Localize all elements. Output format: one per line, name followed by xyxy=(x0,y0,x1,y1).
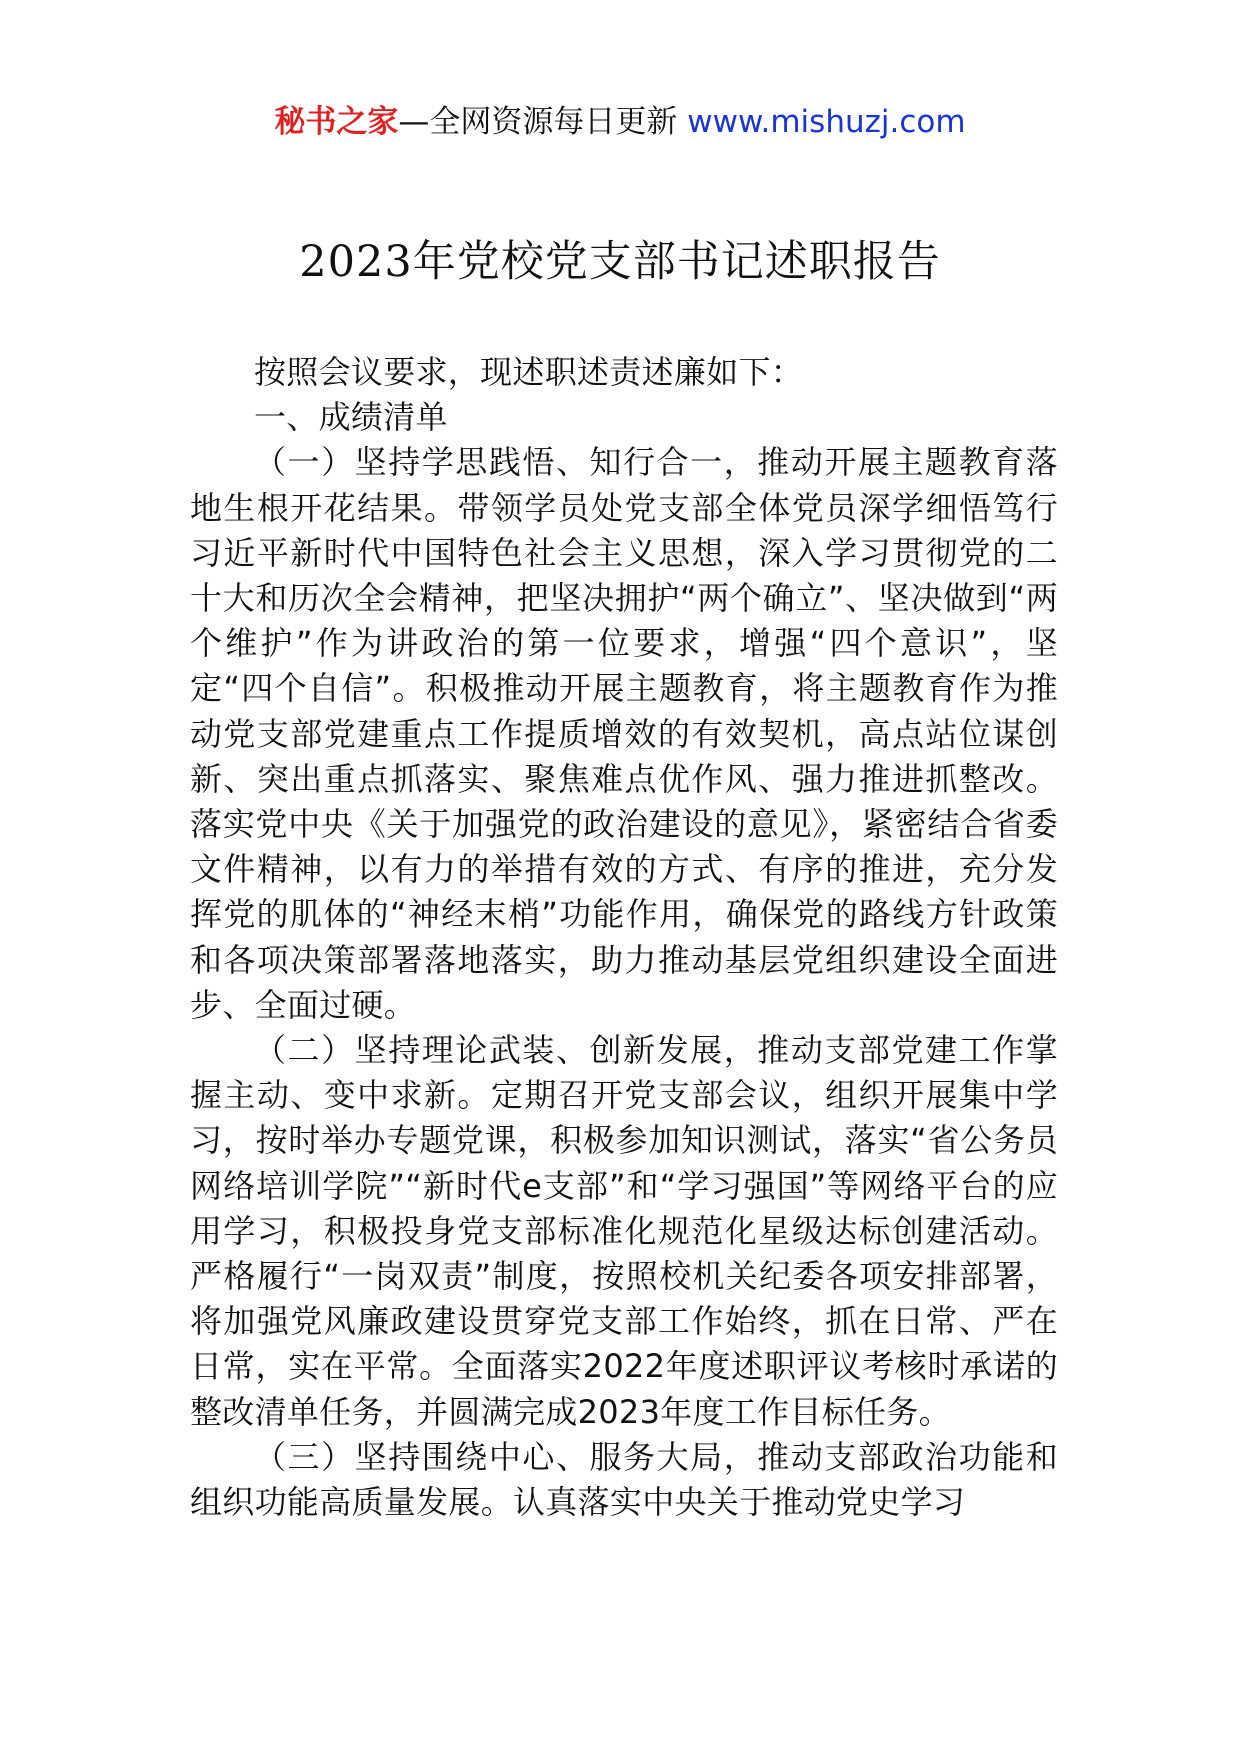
section-heading: 一、成绩清单 xyxy=(254,398,448,437)
document-body xyxy=(190,350,1058,1525)
document-title: 2023年党校党支部书记述职报告 xyxy=(299,237,941,287)
body-paragraph: （一）坚持学思践悟、知行合一，推动开展主题教育落地生根开花结果。带领学员处党支部全体党员深学细悟笃行习近平新时代中国特色社会主义思想，深入学习贯彻党的二十大和历次全会精神，把坚决拥护“两个确立”、坚决做到“两个维护”作为讲政治的第一位要求，增强“四个意识”，坚定“四个自信”。积极推动开展主题教育，将主题教育作为推动党支部党建重点工作提质增效的有效契机，高点站位谋创新、突出重点抓落实、聚焦难点优作风、强力推进抓整改。落实党中央《关于加强党的政治建设的意见》，紧密结合省委文件精神，以有力的举措有效的方式、有序的推进，充分发挥党的肌体的“神经末梢”功能作用，确保党的路线方针政策和各项决策部署落地落实，助力推动基层党组织建设全面进步、全面过硬。 xyxy=(190,443,1058,1024)
site-header xyxy=(0,100,1240,144)
header-tagline: —全网资源每日更新 xyxy=(398,104,688,140)
brand-name: 秘书之家 xyxy=(274,104,399,140)
body-paragraph: （二）坚持理论武装、创新发展，推动支部党建工作掌握主动、变中求新。定期召开党支部会议，组织开展集中学习，按时举办专题党课，积极参加知识测试，落实“省公务员网络培训学院”“新时代e支部”和“学习强国”等网络平台的应用学习，积极投身党支部标准化规范化星级达标创建活动。严格履行“一岗双责”制度，按照校机关纪委各项安排部署，将加强党风廉政建设贯穿党支部工作始终，抓在日常、严在日常，实在平常。全面落实2022年度述职评议考核时承诺的整改清单任务，并圆满完成2023年度工作目标任务。 xyxy=(190,1031,1058,1431)
intro-paragraph: 按照会议要求，现述职述责述廉如下： xyxy=(254,353,804,391)
site-url-link[interactable]: www.mishuzj.com xyxy=(687,104,966,140)
body-paragraph: （三）坚持围绕中心、服务大局，推动支部政治功能和组织功能高质量发展。认真落实中央关于推动党史学习 xyxy=(190,1437,1058,1522)
